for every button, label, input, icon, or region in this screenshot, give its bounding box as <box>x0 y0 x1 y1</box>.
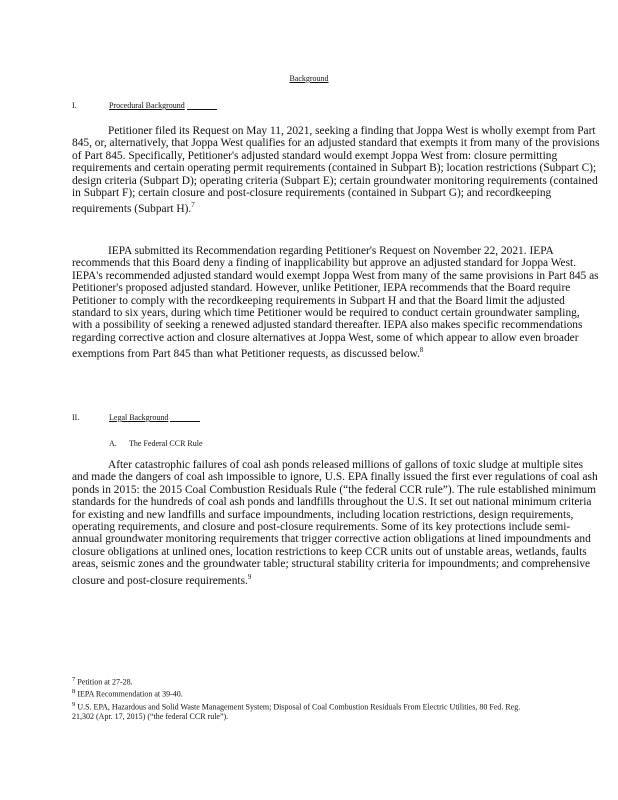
footnote-mark: 7 <box>191 201 195 210</box>
footnote <box>72 675 542 687</box>
paragraph-request <box>72 125 600 216</box>
paragraph-federal-ccr-rule <box>72 459 600 587</box>
section-number: II. <box>72 413 80 422</box>
section-title: Legal Background <box>109 413 200 422</box>
footnote-number: 8 <box>72 688 76 696</box>
footnote-text: U.S. EPA, Hazardous and Solid Waste Management System; Disposal of Coal Combustion Residuals From Electric Utilities, 80 Fed. Reg. 21,302 (Apr. 17, 2015) (“the federal CCR rule”). <box>72 702 521 721</box>
section-number: I. <box>72 101 77 110</box>
footnote-text: IEPA Recommendation at 39-40. <box>77 689 183 699</box>
page-title: Background <box>289 74 329 83</box>
footnote-number: 7 <box>72 676 76 683</box>
subsection-title: The Federal CCR Rule <box>129 439 203 448</box>
paragraph-text: IEPA submitted its Recommendation regarding Petitioner's Request on November 22, 2021. IEPA recommends that this Board deny a finding of inapplicability but approve an adjusted standard for Joppa West. IEPA's recommended adjusted standard would exempt Joppa West from many of the same provisions in Part 845 as Petitioner's proposed adjusted standard. However, unlike Petitioner, IEPA recommends that the Board require Petitioner to comply with the recordkeeping requirements in Subpart H and that the Board limit the adjusted standard to six years, during which time Petitioner would be required to conduct certain groundwater sampling, with a possibility of seeking a renewed adjusted standard thereafter. IEPA also makes specific recommendations regarding corrective action and closure alternatives at Joppa West, some of which appear to allow even broader exemptions from Part 845 than what Petitioner requests, as discussed below. <box>72 245 599 361</box>
footnote-text: Petition at 27-28. <box>77 677 133 687</box>
section-heading-legal <box>72 413 372 422</box>
footnote-number: 9 <box>72 700 76 708</box>
paragraph-text: After catastrophic failures of coal ash ponds released millions of gallons of toxic sludge at multiple sites and made the dangers of coal ash impossible to ignore, U.S. EPA finally issued the first ever regulations of coal ash ponds in 2015: the 2015 Coal Combustion Residuals Rule (“the federal CCR rule”). The rule established minimum standards for the hundreds of coal ash ponds and landfills throughout the U.S. It set out national minimum criteria for existing and new landfills and surface impoundments, including location restrictions, design requirements, operating requirements, and closure and post-closure requirements. Some of its key protections include semi-annual groundwater monitoring requirements that trigger corrective action obligations at lined impoundments and closure obligations at unlined ones, location restrictions to keep CCR units out of unstable areas, wetlands, faults areas, seismic zones and the groundwater table; structural stability criteria for impoundments; and comprehensive closure and post-closure requirements. <box>72 459 598 587</box>
paragraph-text: Petitioner filed its Request on May 11, 2021, seeking a finding that Joppa West is wholly exempt from Part 845, or, alternatively, that Joppa West qualifies for an adjusted standard that exempts it from many of the provisions of Part 845. Specifically, Petitioner's adjusted standard would exempt Joppa West from: closure permitting requirements and certain operating permit requirements (contained in Subpart B); location restrictions (Subpart C); design criteria (Subpart D); operating criteria (Subpart E); certain groundwater monitoring requirements (contained in Subpart F); certain closure and post-closure requirements (contained in Subpart G); and recordkeeping requirements (Subpart H). <box>72 125 600 216</box>
footnote-mark: 9 <box>247 572 252 581</box>
footnote-mark: 8 <box>419 346 424 355</box>
subsection-letter: A. <box>109 439 117 448</box>
section-heading-procedural <box>72 101 372 110</box>
footnote <box>72 700 542 722</box>
subsection-heading-federal-ccr <box>109 439 409 448</box>
section-title: Procedural Background <box>109 101 217 110</box>
paragraph-recommendation <box>72 245 600 360</box>
footnotes <box>72 675 542 721</box>
footnote <box>72 687 542 699</box>
